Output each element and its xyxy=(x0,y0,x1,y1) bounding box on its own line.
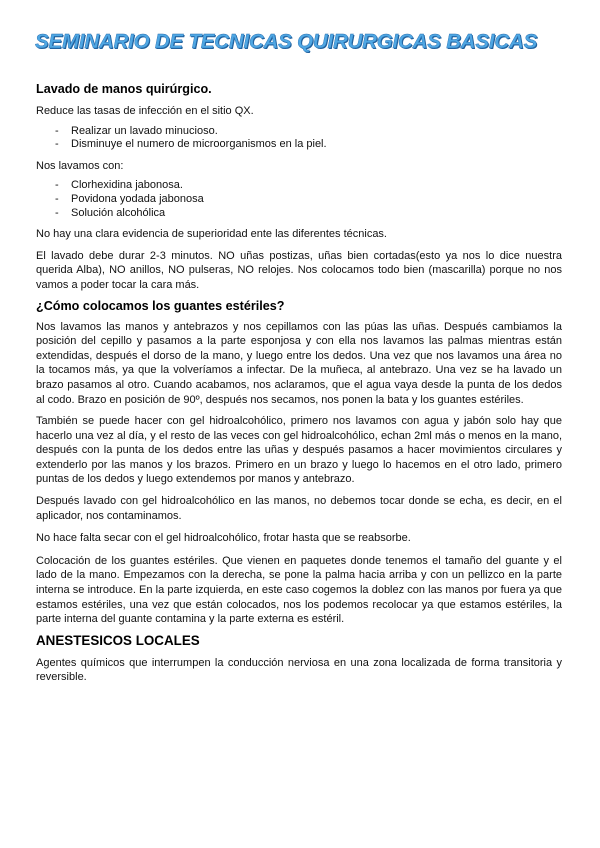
document-title: SEMINARIO DE TECNICAS QUIRURGICAS BASICAS xyxy=(35,30,538,53)
agents-list xyxy=(36,179,562,220)
evidence-paragraph: No hay una clara evidencia de superioridad ente las diferentes técnicas. xyxy=(36,228,387,241)
paragraph: No hace falta secar con el gel hidroalcohólico, frotar hasta que se reabsorbe. xyxy=(36,532,411,545)
paragraph: Después lavado con gel hidroalcohólico en las manos, no debemos tocar donde se echa, es decir, en el aplicador, nos contaminamos. xyxy=(36,495,562,522)
list-item: - Realizar un lavado minucioso. xyxy=(36,125,562,139)
paragraph: Colocación de los guantes estériles. Que vienen en paquetes donde tenemos el tamaño del guante y el lado de la mano. Empezamos con la derecha, se pone la palma hacia arriba y con un pellizco en la parte interna se introduce. En la parte izquierda, en este caso cogemos la doblez con las manos por fuera ya que estamos estériles, una vez que están colocados, nos los podemos recolocar ya que estamos estériles, la parte interna del guante contamina y la parte externa es estéril. xyxy=(36,554,562,626)
heading-guantes: ¿Cómo colocamos los guantes estériles? xyxy=(36,298,285,313)
list-item: - Povidona yodada jabonosa xyxy=(36,193,562,207)
duration-paragraph: El lavado debe durar 2-3 minutos. NO uñas postizas, uñas bien cortadas(esto ya nos lo dice nuestra querida Alba), NO anillos, NO pulseras, NO relojes. Nos colocamos todo bien (mascarilla) porque no nos vamos a poder tocar la cara más. xyxy=(36,249,562,291)
goals-list xyxy=(36,125,562,152)
paragraph: Nos lavamos las manos y antebrazos y nos cepillamos con las púas las uñas. Después cambiamos la posición del cepillo y pasamos a la parte esponjosa y con ella nos lavamos las palmas mientras están extendidas, después el dorso de la mano, y luego entre los dedos. Una vez que nos lavamos una área no la tocamos más, ya que la volveríamos a infectar. De la muñeca, al antebrazo. Una vez se ha lavado un brazo pasamos al otro. Cuando acabamos, nos aclaramos, que el agua vaya desde la punta de los dedos al codo. Brazo en posición de 90º, después nos secamos, nos ponen la bata y los guantes estériles. xyxy=(36,320,562,406)
list-item: - Disminuye el numero de microorganismos en la piel. xyxy=(36,138,562,152)
heading-anestesicos: ANESTESICOS LOCALES xyxy=(36,632,200,648)
list-item: - Solución alcohólica xyxy=(36,207,562,221)
list-item: - Clorhexidina jabonosa. xyxy=(36,179,562,193)
wash-with-label: Nos lavamos con: xyxy=(36,159,124,172)
heading-lavado-manos: Lavado de manos quirúrgico. xyxy=(36,82,212,96)
document-page xyxy=(36,30,562,685)
intro-paragraph: Reduce las tasas de infección en el sitio QX. xyxy=(36,105,254,117)
paragraph: También se puede hacer con gel hidroalcohólico, primero nos lavamos con agua y jabón solo hay que hacerlo una vez al día, y el resto de las veces con gel hidroalcohólico, echan 2ml más o menos en la mano, después con la punta de los dedos entre las uñas y después pasamos a hacer movimientos circulares y extenderlo por las manos y los brazos. Primero en un brazo y luego lo hacemos en el otro lado, primero puntas de los dedos y luego extendemos por manos y antebrazo. xyxy=(36,415,562,486)
paragraph: Agentes químicos que interrumpen la conducción nerviosa en una zona localizada de forma transitoria y reversible. xyxy=(36,656,562,684)
